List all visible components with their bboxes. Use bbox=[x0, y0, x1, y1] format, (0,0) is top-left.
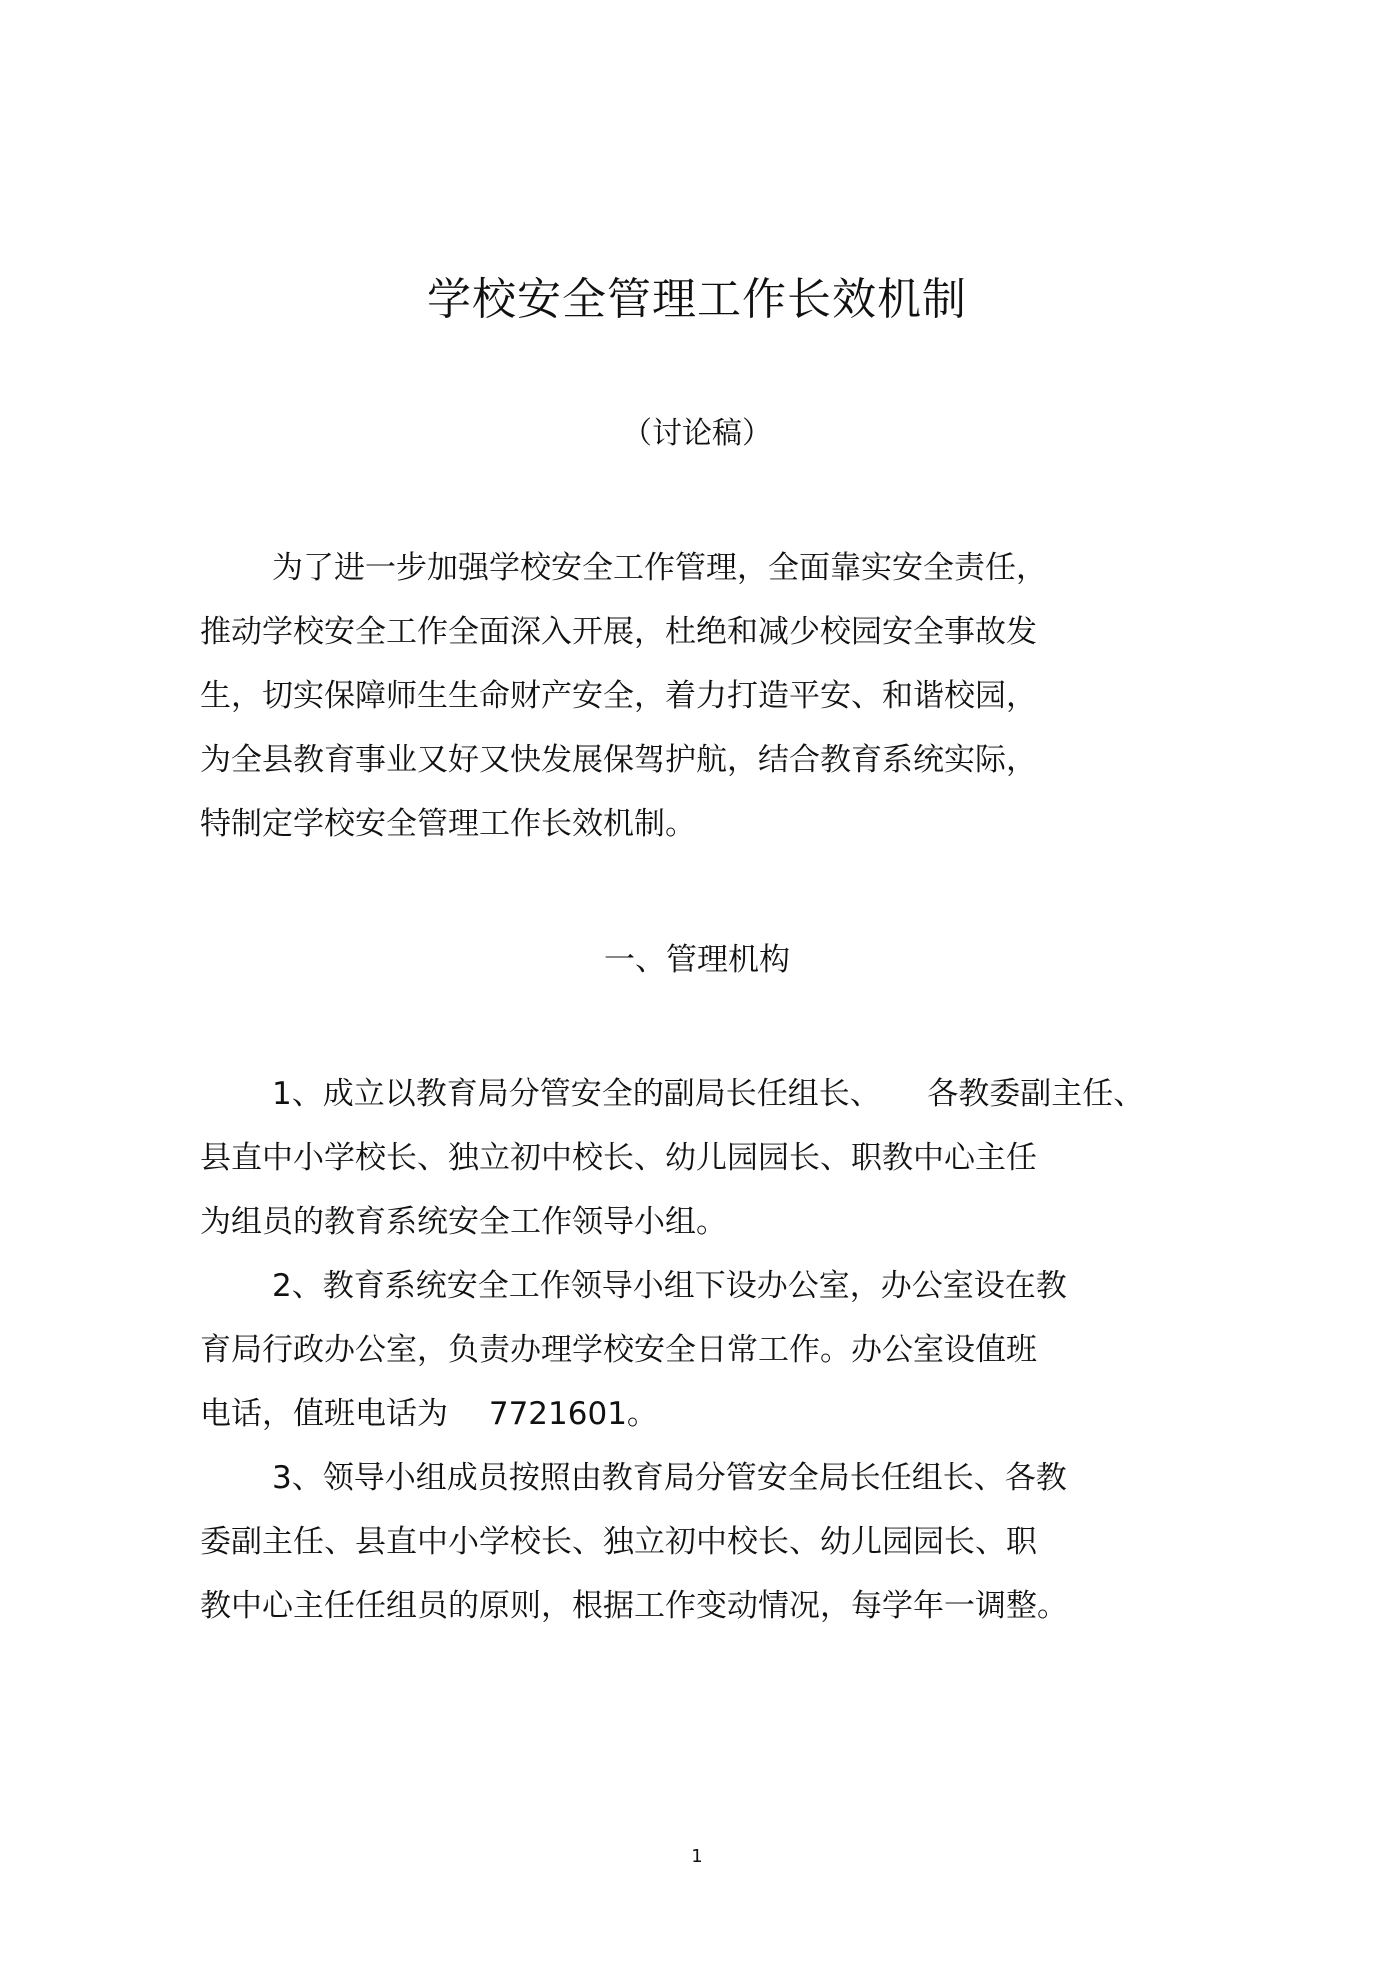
document-title: 学校安全管理工作长效机制 bbox=[427, 274, 967, 325]
item2-line-3: 电话，值班电话为 7721601。 bbox=[200, 1396, 658, 1432]
item3-line-3: 教中心主任任组员的原则，根据工作变动情况，每学年一调整。 bbox=[200, 1588, 1068, 1624]
intro-line-4: 为全县教育事业又好又快发展保驾护航，结合教育系统实际， bbox=[200, 742, 1037, 778]
item1-line-1: 1、成立以教育局分管安全的副局长任组长、 各教委副主任、 bbox=[272, 1076, 1145, 1112]
item2-line-1: 2、教育系统安全工作领导小组下设办公室，办公室设在教 bbox=[272, 1268, 1067, 1304]
intro-line-3: 生，切实保障师生生命财产安全，着力打造平安、和谐校园， bbox=[200, 678, 1037, 714]
item3-line-1: 3、领导小组成员按照由教育局分管安全局长任组长、各教 bbox=[272, 1460, 1067, 1496]
intro-line-1: 为了进一步加强学校安全工作管理，全面靠实安全责任， bbox=[272, 550, 1047, 586]
item1-line-2: 县直中小学校长、独立初中校长、幼儿园园长、职教中心主任 bbox=[200, 1140, 1037, 1176]
intro-line-5: 特制定学校安全管理工作长效机制。 bbox=[200, 806, 696, 842]
item3-line-2: 委副主任、县直中小学校长、独立初中校长、幼儿园园长、职 bbox=[200, 1524, 1037, 1560]
intro-line-2: 推动学校安全工作全面深入开展，杜绝和减少校园安全事故发 bbox=[200, 614, 1037, 650]
item2-line-2: 育局行政办公室，负责办理学校安全日常工作。办公室设值班 bbox=[200, 1332, 1037, 1368]
page-number: 1 bbox=[691, 1846, 703, 1867]
item1-line-3: 为组员的教育系统安全工作领导小组。 bbox=[200, 1204, 727, 1240]
document-subtitle: （讨论稿） bbox=[622, 416, 772, 451]
section-heading: 一、管理机构 bbox=[604, 942, 790, 978]
